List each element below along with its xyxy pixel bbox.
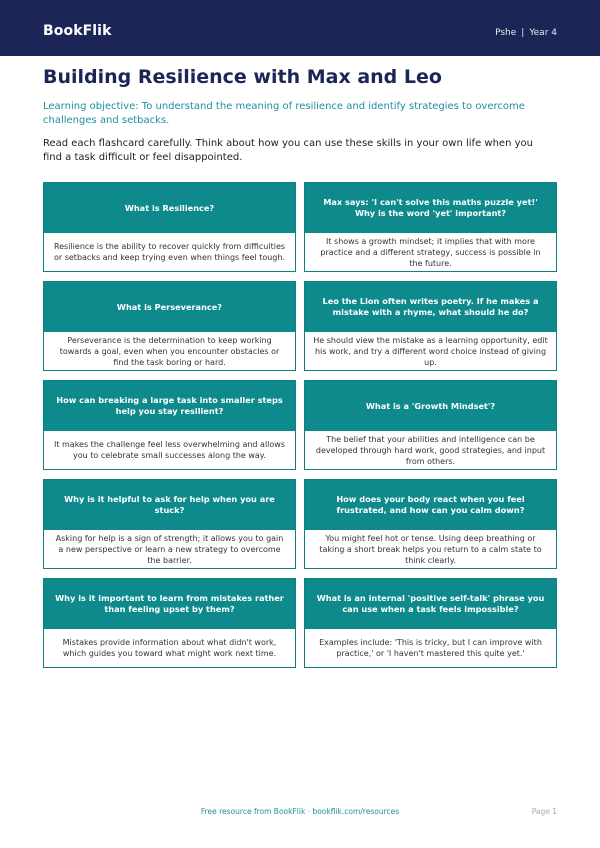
flashcard-question: What is Resilience?: [44, 183, 295, 233]
flashcard-question: Why is it important to learn from mistakes rather than feeling upset by them?: [44, 579, 295, 629]
flashcard-question: How can breaking a large task into smaller steps help you stay resilient?: [44, 381, 295, 431]
flashcard-answer: Mistakes provide information about what didn't work, which guides you toward what might work next time.: [62, 638, 277, 658]
flashcard-answer: It makes the challenge feel less overwhelming and allows you to celebrate small successes along the way.: [53, 440, 286, 460]
brand-logo[interactable]: BookFlik: [43, 23, 112, 39]
flashcard-answer: You might feel hot or tense. Using deep breathing or taking a short break helps you return to a calm state to think clearly.: [319, 533, 542, 565]
flashcard: [43, 479, 296, 569]
subject-label: Pshe: [495, 28, 517, 38]
flashcard-question: Why is it helpful to ask for help when you are stuck?: [44, 480, 295, 530]
flashcard: [304, 281, 557, 371]
flashcard-answer: Perseverance is the determination to keep working towards a goal, even when you encounter obstacles or find the task boring or hard.: [59, 335, 280, 367]
flashcard: [43, 380, 296, 470]
flashcard: [43, 182, 296, 272]
separator: |: [521, 28, 525, 38]
page-number: Page 1: [531, 807, 557, 816]
flashcard-answer: Resilience is the ability to recover quickly from difficulties or setbacks and keep trying even when things feel tough.: [53, 242, 286, 262]
subject-year: [495, 28, 557, 38]
flashcard-question: What is an internal 'positive self-talk' phrase you can use when a task feels impossible?: [305, 579, 556, 629]
flashcard-answer: Asking for help is a sign of strength; it allows you to gain a new perspective or learn a new strategy to overcome the barrier.: [55, 533, 284, 565]
learning-objective: Learning objective: To understand the meaning of resilience and identify strategies to overcome challenges and setbacks.: [43, 101, 525, 126]
flashcard-answer: He should view the mistake as a learning opportunity, edit his work, and try a different word choice instead of giving up.: [313, 335, 548, 367]
flashcard-question: What is a 'Growth Mindset'?: [305, 381, 556, 431]
flashcard-grid: [43, 182, 557, 668]
year-label: Year 4: [529, 28, 557, 38]
instructions: Read each flashcard carefully. Think about how you can use these skills in your own life when you find a task difficult or feel disappointed.: [43, 138, 533, 163]
flashcard-answer: Examples include: 'This is tricky, but I can improve with practice,' or 'I haven't mastered this quite yet.': [319, 638, 542, 658]
flashcard-question: Leo the Lion often writes poetry. If he makes a mistake with a rhyme, what should he do?: [305, 282, 556, 332]
flashcard-answer: The belief that your abilities and intelligence can be developed through hard work, good strategies, and input from others.: [315, 434, 546, 466]
flashcard-answer: It shows a growth mindset; it implies that with more practice and a different strategy, success is possible in the future.: [320, 236, 541, 268]
flashcard: [304, 380, 557, 470]
flashcard: [304, 182, 557, 272]
flashcard: [43, 281, 296, 371]
flashcard: [43, 578, 296, 668]
flashcard-question: What is Perseverance?: [44, 282, 295, 332]
footer-link[interactable]: Free resource from BookFlik · bookflik.com/resources: [200, 807, 400, 816]
page-title: Building Resilience with Max and Leo: [43, 66, 442, 88]
flashcard-question: Max says: 'I can't solve this maths puzzle yet!' Why is the word 'yet' important?: [305, 183, 556, 233]
flashcard: [304, 578, 557, 668]
header-bar: [0, 0, 600, 56]
flashcard: [304, 479, 557, 569]
flashcard-question: How does your body react when you feel frustrated, and how can you calm down?: [305, 480, 556, 530]
